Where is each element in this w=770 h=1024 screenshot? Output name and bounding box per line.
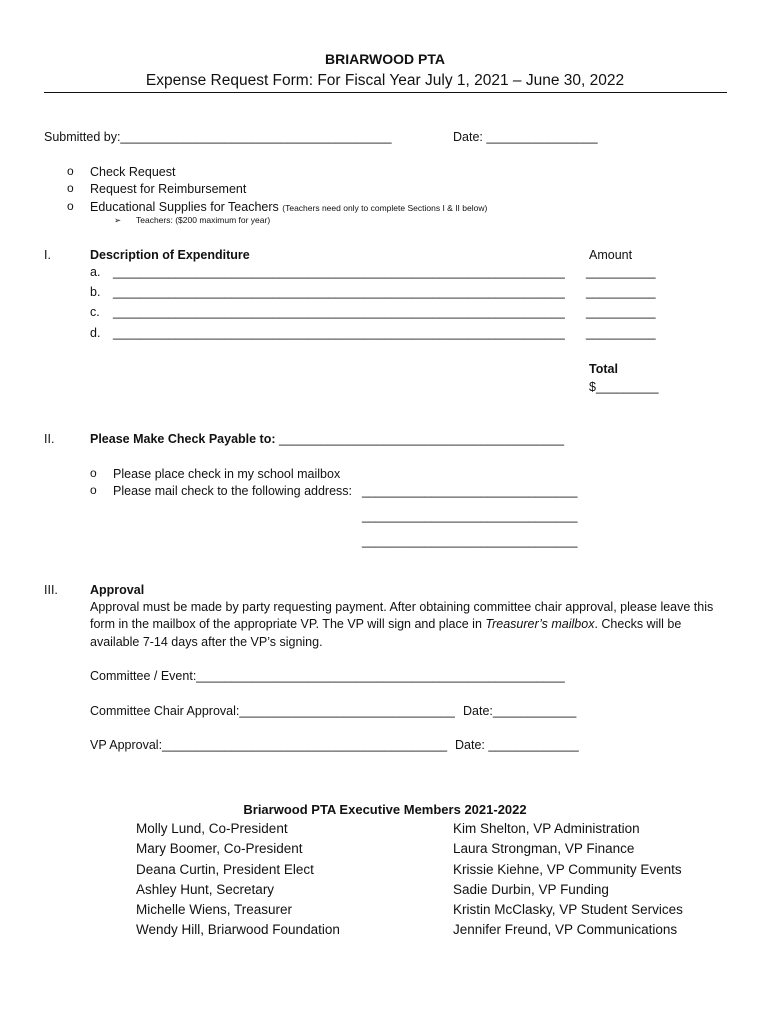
members-right-column xyxy=(453,819,683,941)
form-subtitle: Expense Request Form: For Fiscal Year July 1, 2021 – June 30, 2022 xyxy=(145,72,625,89)
line-letter: c. xyxy=(90,305,100,319)
checkbox-school-mailbox[interactable]: o xyxy=(90,466,97,480)
approval-text-start: Approval must be made by party requesting payment. After obtaining committee chair approval, please leave this form in the mailbox of the appropriate VP. The VP will sign and place in xyxy=(90,600,714,632)
checkbox-reimbursement[interactable]: o xyxy=(67,181,74,195)
member-name: Molly Lund, Co-President xyxy=(136,821,288,836)
arrow-bullet-icon: ➢ xyxy=(114,215,122,225)
option-label: Please mail check to the following address: xyxy=(113,484,353,498)
checkbox-mail-address[interactable]: o xyxy=(90,483,97,497)
checkbox-check-request[interactable]: o xyxy=(67,164,74,178)
checkbox-educational-supplies[interactable]: o xyxy=(67,199,74,213)
section-1-heading: Description of Expenditure xyxy=(90,248,250,262)
expenditure-line-a[interactable]: _________________________________________________________________ xyxy=(113,265,565,279)
section-1-numeral: I. xyxy=(44,248,51,262)
line-letter: d. xyxy=(90,326,101,340)
payee-field[interactable]: _________________________________________ xyxy=(279,432,565,446)
request-type-label-text: Educational Supplies for Teachers xyxy=(90,200,279,214)
teachers-sections-note: (Teachers need only to complete Sections I & II below) xyxy=(282,203,488,213)
line-letter: b. xyxy=(90,285,101,299)
teacher-limit-note: Teachers: ($200 maximum for year) xyxy=(136,215,271,225)
member-name: Deana Curtin, President Elect xyxy=(136,861,314,877)
expenditure-line-b[interactable]: _________________________________________________________________ xyxy=(113,285,565,299)
chair-date-field[interactable]: Date:____________ xyxy=(463,704,577,718)
amount-line-a[interactable]: __________ xyxy=(586,265,656,279)
member-name: Kristin McClasky, VP Student Services xyxy=(453,902,683,917)
request-type-label: Check Request xyxy=(90,165,176,179)
members-left-column xyxy=(136,819,340,941)
vp-date-field[interactable]: Date: _____________ xyxy=(455,738,579,752)
section-3-numeral: III. xyxy=(44,583,58,597)
address-line-2[interactable]: _______________________________ xyxy=(362,509,578,523)
total-label: Total xyxy=(589,362,618,376)
member-name: Krissie Kiehne, VP Community Events xyxy=(453,861,682,877)
address-line-1[interactable]: _______________________________ xyxy=(362,484,578,498)
section-2-numeral: II. xyxy=(44,432,55,446)
member-name: Mary Boomer, Co-President xyxy=(136,841,303,857)
section-2-heading: Please Make Check Payable to: xyxy=(90,432,276,446)
request-type-label: Request for Reimbursement xyxy=(90,182,247,196)
member-name: Kim Shelton, VP Administration xyxy=(453,821,640,836)
member-name: Wendy Hill, Briarwood Foundation xyxy=(136,922,340,938)
expenditure-line-c[interactable]: _________________________________________________________________ xyxy=(113,305,565,319)
header-rule xyxy=(44,92,727,93)
committee-event-field[interactable]: Committee / Event:_____________________________________________________ xyxy=(90,669,565,683)
payable-to-row xyxy=(90,431,564,447)
vp-approval-field[interactable]: VP Approval:_________________________________________ xyxy=(90,738,448,752)
chair-approval-field[interactable]: Committee Chair Approval:_______________________________ xyxy=(90,704,455,718)
expenditure-line-d[interactable]: _________________________________________________________________ xyxy=(113,326,565,340)
date-field[interactable]: Date: ________________ xyxy=(453,130,598,144)
member-name: Michelle Wiens, Treasurer xyxy=(136,902,293,917)
line-letter: a. xyxy=(90,265,101,279)
submitted-by-field[interactable]: Submitted by:_______________________________________ xyxy=(44,130,392,144)
member-name: Jennifer Freund, VP Communications xyxy=(453,922,678,938)
total-amount-field[interactable]: $_________ xyxy=(589,380,659,394)
approval-text-end: . Checks will be available 7-14 days after the VP’s signing. xyxy=(90,617,682,649)
org-title: BRIARWOOD PTA xyxy=(324,51,446,67)
amount-line-c[interactable]: __________ xyxy=(586,305,656,319)
request-type-label xyxy=(90,199,487,215)
amount-line-d[interactable]: __________ xyxy=(586,326,656,340)
member-name: Sadie Durbin, VP Funding xyxy=(453,881,609,897)
member-name: Ashley Hunt, Secretary xyxy=(136,881,275,897)
members-heading: Briarwood PTA Executive Members 2021-2022 xyxy=(243,802,527,817)
section-3-heading: Approval xyxy=(90,583,145,597)
approval-instructions xyxy=(90,599,730,651)
option-label: Please place check in my school mailbox xyxy=(113,467,341,481)
address-line-3[interactable]: _______________________________ xyxy=(362,534,578,548)
amount-header: Amount xyxy=(589,248,633,262)
member-name: Laura Strongman, VP Finance xyxy=(453,841,635,857)
amount-line-b[interactable]: __________ xyxy=(586,285,656,299)
approval-text-italic: Treasurer’s mailbox xyxy=(485,617,595,632)
